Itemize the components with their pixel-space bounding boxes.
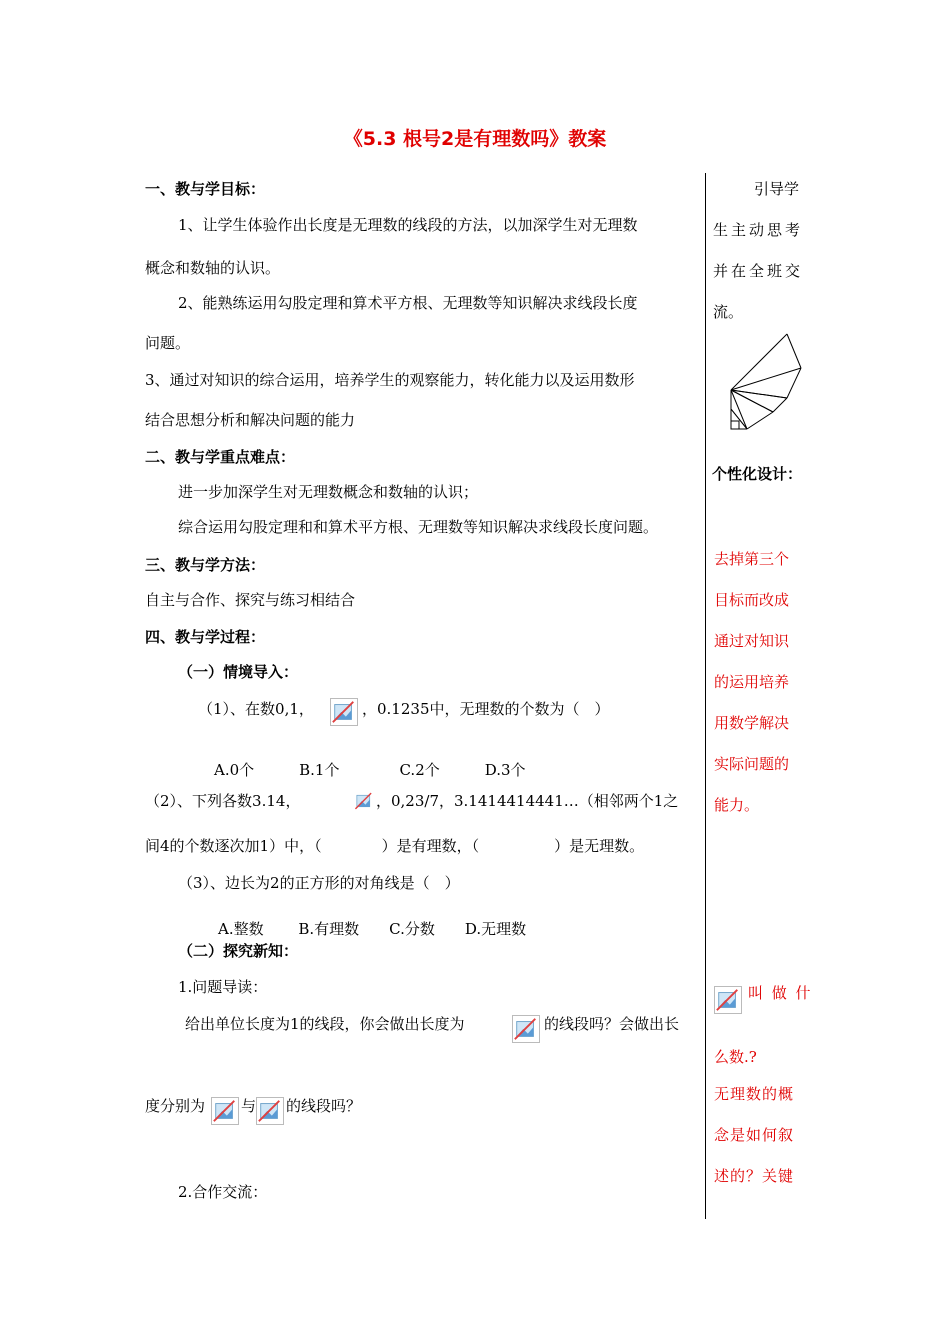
broken-image-icon bbox=[330, 698, 358, 726]
sidebar-note-line-4: 流。 bbox=[713, 303, 744, 321]
method-text: 自主与合作、探究与练习相结合 bbox=[145, 591, 356, 609]
sidebar-question-a: 叫 做 什 bbox=[748, 984, 813, 1002]
question-3-options: A.整数 B.有理数 C.分数 D.无理数 bbox=[218, 920, 527, 938]
sidebar-question-line-1: 无理数的概 bbox=[714, 1085, 795, 1103]
red-note-line-4: 的运用培养 bbox=[714, 673, 790, 691]
sidebar-question-line-3: 述的？关键 bbox=[714, 1167, 795, 1185]
goal-3-line-1: 3、通过对知识的综合运用，培养学生的观察能力，转化能力以及运用数形 bbox=[145, 371, 635, 389]
column-divider bbox=[705, 173, 706, 1219]
broken-image-icon bbox=[256, 1097, 284, 1125]
broken-image-icon bbox=[354, 791, 374, 811]
question-1-options: A.0个 B.1个 C.2个 D.3个 bbox=[214, 761, 526, 779]
sidebar-question-b: 么数.? bbox=[714, 1048, 757, 1066]
personal-design-heading: 个性化设计： bbox=[712, 465, 803, 483]
red-note-line-3: 通过对知识 bbox=[714, 632, 790, 650]
red-note-line-6: 实际问题的 bbox=[714, 755, 790, 773]
problem-guide-line-2-b: 与 bbox=[241, 1097, 257, 1115]
broken-image-icon bbox=[512, 1015, 540, 1043]
spiral-triangle-diagram bbox=[725, 332, 807, 432]
subsection-1: （一）情境导入： bbox=[178, 663, 299, 681]
goal-1-line-1: 1、让学生体验作出长度是无理数的线段的方法，以加深学生对无理数 bbox=[178, 216, 638, 234]
section-heading-4: 四、教与学过程： bbox=[145, 628, 266, 646]
broken-image-icon bbox=[714, 986, 742, 1014]
section-heading-3: 三、教与学方法： bbox=[145, 556, 266, 574]
question-2-c: 间4的个数逐次加1）中，（ ）是有理数，（ ）是无理数。 bbox=[145, 837, 645, 855]
goal-2-line-1: 2、能熟练运用勾股定理和算术平方根、无理数等知识解决求线段长度 bbox=[178, 294, 638, 312]
goal-1-line-2: 概念和数轴的认识。 bbox=[145, 259, 281, 277]
red-note-line-2: 目标而改成 bbox=[714, 591, 790, 609]
problem-guide-line-1-a: 给出单位长度为1的线段，你会做出长度为 bbox=[185, 1015, 465, 1033]
question-1-a: （1）、在数0,1， bbox=[198, 700, 314, 718]
sidebar-note-line-1: 引导学 bbox=[754, 180, 800, 198]
section-heading-2: 二、教与学重点难点： bbox=[145, 448, 296, 466]
goal-3-line-2: 结合思想分析和解决问题的能力 bbox=[145, 411, 356, 429]
problem-guide-line-1-b: 的线段吗？会做出长 bbox=[544, 1015, 680, 1033]
sidebar-note-line-2: 生主动思考 bbox=[713, 221, 804, 239]
section-heading-1: 一、教与学目标： bbox=[145, 180, 266, 198]
problem-guide-heading: 1.问题导读： bbox=[178, 978, 268, 996]
page-title: 《5.3 根号2是有理数吗》教案 bbox=[343, 128, 607, 150]
cooperation-heading: 2.合作交流： bbox=[178, 1183, 268, 1201]
broken-image-icon bbox=[211, 1097, 239, 1125]
sidebar-note-line-3: 并在全班交 bbox=[713, 262, 804, 280]
red-note-line-5: 用数学解决 bbox=[714, 714, 790, 732]
sidebar-question-line-2: 念是如何叙 bbox=[714, 1126, 795, 1144]
goal-2-line-2: 问题。 bbox=[145, 334, 191, 352]
problem-guide-line-2-a: 度分别为 bbox=[145, 1097, 206, 1115]
question-2-b: ，0,23/7，3.1414414441…（相邻两个1之 bbox=[376, 792, 679, 810]
question-1-b: ，0.1235中，无理数的个数为（ ） bbox=[362, 700, 610, 718]
key-point-1: 进一步加深学生对无理数概念和数轴的认识； bbox=[178, 483, 479, 501]
question-3: （3）、边长为2的正方形的对角线是（ ） bbox=[178, 874, 460, 892]
red-note-line-1: 去掉第三个 bbox=[714, 550, 790, 568]
red-note-line-7: 能力。 bbox=[714, 796, 760, 814]
problem-guide-line-2-c: 的线段吗？ bbox=[286, 1097, 362, 1115]
question-2-a: （2）、下列各数3.14， bbox=[145, 792, 301, 810]
subsection-2: （二）探究新知： bbox=[178, 942, 299, 960]
key-point-2: 综合运用勾股定理和和算术平方根、无理数等知识解决求线段长度问题。 bbox=[178, 518, 659, 536]
